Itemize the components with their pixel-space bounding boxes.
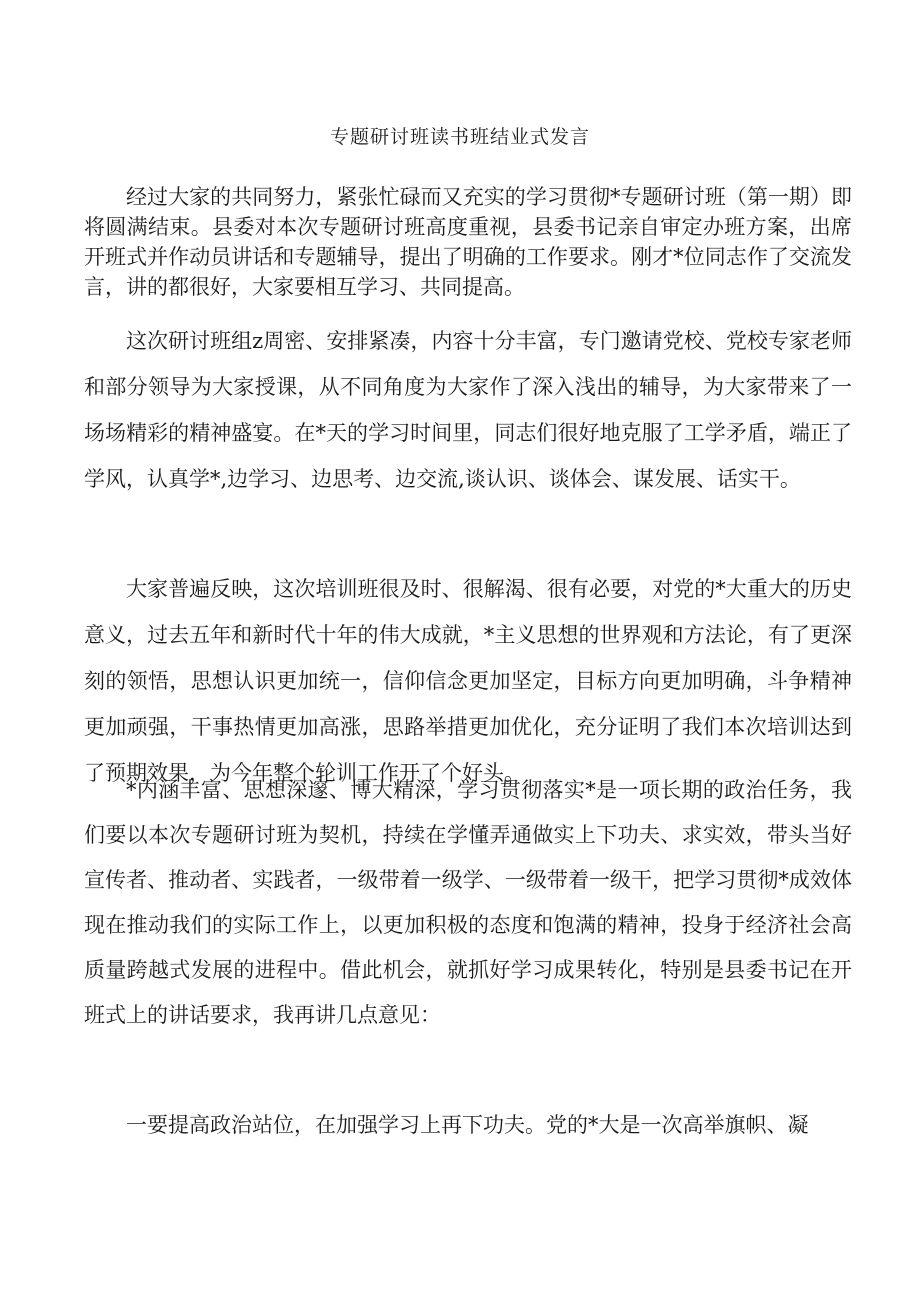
paragraph-4: *内涵丰富、思想深邃、博大精深，学习贯彻落实*是一项长期的政治任务，我们要以本次专题研讨班为契机，持续在学懂弄通做实上下功夫、求实效，带头当好宣传者、推动者、实践者，一级带着一级学、一级带着一级干，把学习贯彻*成效体现在推动我们的实际工作上，以更加积极的态度和饱满的精神，投身于经济社会高质量跨越式发展的进程中。借此机会，就抓好学习成果转化，特别是县委书记在开班式上的讲话要求，我再讲几点意见： — [84, 778, 852, 1027]
paragraph-1: 经过大家的共同努力，紧张忙碌而又充实的学习贯彻*专题研讨班（第一期）即将圆满结束。县委对本次专题研讨班高度重视，县委书记亲自审定办班方案，出席开班式并作动员讲话和专题辅导，提出了明确的工作要求。刚才*位同志作了交流发言，讲的都很好，大家要相互学习、共同提高。 — [84, 185, 852, 299]
document-title: 专题研讨班读书班结业式发言 — [329, 126, 590, 148]
paragraph-2: 这次研讨班组z周密、安排紧凑，内容十分丰富，专门邀请党校、党校专家老师和部分领导为大家授课，从不同角度为大家作了深入浅出的辅导，为大家带来了一场场精彩的精神盛宴。在*天的学习时间里，同志们很好地克服了工学矛盾，端正了学风，认真学*,边学习、边思考、边交流,谈认识、谈体会、谋发展、话实干。 — [84, 329, 852, 491]
paragraph-3: 大家普遍反映，这次培训班很及时、很解渴、很有必要，对党的*大重大的历史意义，过去五年和新时代十年的伟大成就，*主义思想的世界观和方法论，有了更深刻的领悟，思想认识更加统一，信仰信念更加坚定，目标方向更加明确，斗争精神更加顽强，干事热情更加高涨，思路举措更加优化，充分证明了我们本次培训达到了预期效果，为今年整个轮训工作开了个好头。 — [84, 577, 852, 785]
paragraph-5: 一要提高政治站位，在加强学习上再下功夫。党的*大是一次高举旗帜、凝 — [126, 1113, 809, 1137]
